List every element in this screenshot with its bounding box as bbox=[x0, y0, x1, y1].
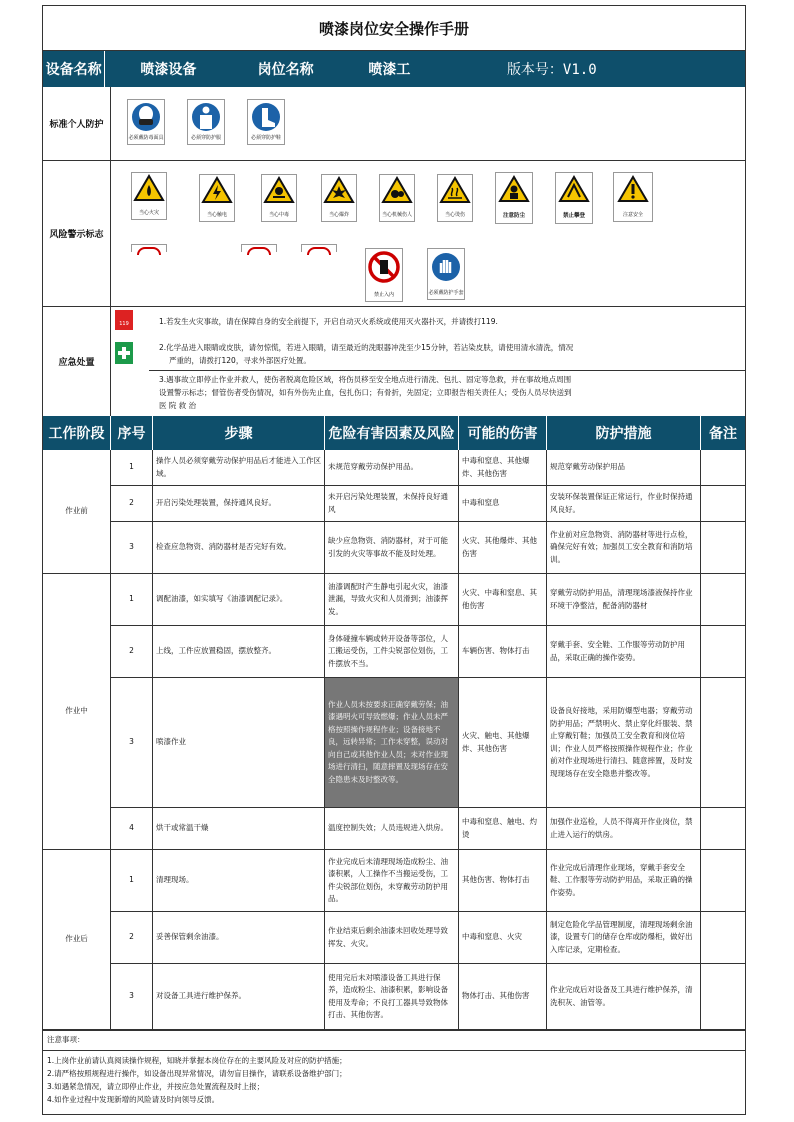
emergency-line-3b: 设置警示标志；督管伤者受伤情况，如有外伤先止血，包扎伤口；有骨折，先固定；立即报告相关责任人；受伤人员尽快送到 bbox=[159, 388, 572, 397]
row-harm-cell: 其他伤害、物体打击 bbox=[459, 850, 547, 912]
row-measure-cell: 穿戴手套、安全鞋、工作服等劳动防护用品，采取正确的操作姿势。 bbox=[547, 626, 701, 678]
emergency-line-2: 2.化学品进入眼睛或皮肤，请勿惊慌，若进入眼睛，请至最近的洗眼器冲洗至少15分钟，若沾染皮肤，请使用清水清洗，情况 bbox=[159, 343, 574, 352]
col-measure: 防护措施 bbox=[547, 416, 701, 450]
row-no-cell: 2 bbox=[111, 626, 153, 678]
row-measure-cell: 设备良好接地，采用防爆型电器；穿戴劳动防护用品；严禁明火、禁止穿化纤服装、禁止穿戴钉鞋；加强员工安全教育和岗位培训；作业人员严格按照操作规程作业；作业前对作业现场进行清扫、随意摔置，及时发现现场存在安全隐患并整改等。 bbox=[547, 678, 701, 808]
row-harm-cell: 火灾、触电、其他爆炸、其他伤害 bbox=[459, 678, 547, 808]
warning-label: 风险警示标志 bbox=[43, 160, 111, 306]
dust-caution-sign-icon: 注意防尘 bbox=[495, 172, 533, 224]
row-harm-cell: 车辆伤害、物体打击 bbox=[459, 626, 547, 678]
row-remark-cell bbox=[701, 808, 745, 850]
row-measure-cell: 作业完成后清理作业现场，穿戴手套安全鞋、工作服等劳动防护用品，采取正确的操作姿势。 bbox=[547, 850, 701, 912]
row-hazard-cell: 油漆调配时产生静电引起火灾，油漆泄漏，导致火灾和人员滑到；油漆挥发。 bbox=[325, 574, 459, 626]
hidden-sign-edge bbox=[241, 244, 277, 252]
row-no-cell: 3 bbox=[111, 522, 153, 574]
stage-during: 作业中 bbox=[43, 574, 111, 850]
row-step-cell: 操作人员必须穿戴劳动保护用品后才能进入工作区域。 bbox=[153, 450, 325, 486]
machinery-warning-sign-icon: 当心机械伤人 bbox=[379, 174, 415, 222]
row-step-cell: 对设备工具进行维护保养。 bbox=[153, 964, 325, 1030]
emergency-label: 应急处置 bbox=[43, 306, 111, 416]
general-caution-sign-icon: 注意安全 bbox=[613, 172, 653, 222]
col-no: 序号 bbox=[111, 416, 153, 450]
header-bar bbox=[43, 51, 745, 87]
first-aid-icon bbox=[115, 342, 133, 364]
fire-alarm-icon: 119 bbox=[115, 310, 133, 330]
row-hazard-cell: 身体碰撞车辆或转开设备等部位，人工搬运受伤，工件尖锐部位划伤，工件摆放不当。 bbox=[325, 626, 459, 678]
hidden-sign-edge bbox=[301, 244, 337, 252]
emergency-line-3: 3.遇事故立即停止作业并救人，使伤者脱离危险区域，将伤员移至安全地点进行清洗、包扎、固定等急救，并在事故地点周围 bbox=[159, 375, 572, 384]
row-harm-cell: 中毒和窒息、触电、灼烫 bbox=[459, 808, 547, 850]
stage-before: 作业前 bbox=[43, 450, 111, 574]
row-step-cell: 妥善保管剩余油漆。 bbox=[153, 912, 325, 964]
warning-signs bbox=[111, 160, 745, 306]
row-step-cell: 清理现场。 bbox=[153, 850, 325, 912]
row-measure-cell: 制定危险化学品管理制度，清理现场剩余油漆，设置专门的储存仓库或防爆柜，做好出入库记录，定期检查。 bbox=[547, 912, 701, 964]
gas-mask-sign-icon: 必须戴防毒面具 bbox=[127, 99, 165, 145]
table-header bbox=[43, 416, 745, 450]
row-harm-cell: 火灾、其他爆炸、其他伤害 bbox=[459, 522, 547, 574]
protective-suit-sign-icon: 必须穿防护服 bbox=[187, 99, 225, 145]
row-no-cell: 1 bbox=[111, 850, 153, 912]
poison-warning-sign-icon: 当心中毒 bbox=[261, 174, 297, 222]
row-no-cell: 3 bbox=[111, 678, 153, 808]
row-step-cell: 检查应急物资、消防器材是否完好有效。 bbox=[153, 522, 325, 574]
row-no-cell: 3 bbox=[111, 964, 153, 1030]
emergency-section bbox=[111, 306, 745, 416]
row-harm-cell: 物体打击、其他伤害 bbox=[459, 964, 547, 1030]
row-remark-cell bbox=[701, 678, 745, 808]
row-hazard-cell: 未开启污染处理装置，未保持良好通风 bbox=[325, 486, 459, 522]
row-measure-cell: 安装环保装置保证正常运行，作业时保持通风良好。 bbox=[547, 486, 701, 522]
row-hazard-cell: 作业完成后未清理现场造成粉尘、油漆积累，人工操作不当搬运受伤，工件尖锐部位划伤，未穿戴劳动防护用品。 bbox=[325, 850, 459, 912]
manual-sheet bbox=[42, 5, 746, 1115]
post-value: 喷漆工 bbox=[368, 62, 411, 78]
col-harm: 可能的伤害 bbox=[459, 416, 547, 450]
row-hazard-cell: 作业结束后剩余油漆未回收处理导致挥发、火灾。 bbox=[325, 912, 459, 964]
emergency-line-3c: 医 院 救 治 bbox=[159, 401, 197, 410]
scald-warning-sign-icon: 当心烫伤 bbox=[437, 174, 473, 222]
row-measure-cell: 穿戴劳动防护用品，清理现场漆液保持作业环境干净整洁，配备消防器材 bbox=[547, 574, 701, 626]
row-measure-cell: 加强作业巡检，人员不得离开作业岗位，禁止进入运行的烘房。 bbox=[547, 808, 701, 850]
row-step-cell: 开启污染处理装置，保持通风良好。 bbox=[153, 486, 325, 522]
row-remark-cell bbox=[701, 486, 745, 522]
electric-shock-warning-sign-icon: 当心触电 bbox=[199, 174, 235, 222]
row-step-cell: 上线，工件应放置稳固，摆放整齐。 bbox=[153, 626, 325, 678]
device-label: 设备名称 bbox=[43, 51, 105, 87]
row-remark-cell bbox=[701, 450, 745, 486]
row-step-cell: 调配油漆，如实填写《油漆调配记录》。 bbox=[153, 574, 325, 626]
device-value: 喷漆设备 bbox=[140, 62, 197, 78]
row-remark-cell bbox=[701, 912, 745, 964]
protective-gloves-sign-icon: 必须戴防护手套 bbox=[427, 248, 465, 300]
row-remark-cell bbox=[701, 522, 745, 574]
row-remark-cell bbox=[701, 964, 745, 1030]
no-climbing-sign-icon: 禁止攀登 bbox=[555, 172, 593, 224]
row-no-cell: 2 bbox=[111, 486, 153, 522]
table-body bbox=[43, 450, 745, 1030]
row-hazard-cell: 缺少应急物资、消防器材，对于可能引发的火灾等事故不能及时处理。 bbox=[325, 522, 459, 574]
row-hazard-cell: 温度控制失效；人员违规进入烘房。 bbox=[325, 808, 459, 850]
row-no-cell: 1 bbox=[111, 450, 153, 486]
row-no-cell: 4 bbox=[111, 808, 153, 850]
ppe-label: 标准个人防护 bbox=[43, 87, 111, 160]
row-measure-cell: 规范穿戴劳动保护用品 bbox=[547, 450, 701, 486]
row-harm-cell: 中毒和窒息、其他爆炸、其他伤害 bbox=[459, 450, 547, 486]
note-item: 2.请严格按照规程进行操作，如设备出现异常情况，请勿盲目操作，请联系设备维护部门； bbox=[47, 1069, 347, 1078]
notes-title: 注意事项： bbox=[47, 1035, 85, 1044]
col-remark: 备注 bbox=[709, 426, 737, 442]
row-step-cell: 喷漆作业 bbox=[153, 678, 325, 808]
version-label: 版本号：V1.0 bbox=[506, 62, 597, 78]
row-hazard-cell: 未规范穿戴劳动保护用品。 bbox=[325, 450, 459, 486]
fire-warning-sign-icon: 当心火灾 bbox=[131, 172, 167, 220]
safety-boots-sign-icon: 必须穿防护鞋 bbox=[247, 99, 285, 145]
ppe-signs bbox=[111, 87, 745, 160]
row-hazard-cell: 使用完后未对喷漆设备工具进行保养，造成粉尘、油漆积累，影响设备使用及寿命；不良打工器具导致物体打击、其他伤害。 bbox=[325, 964, 459, 1030]
col-hazard: 危险有害因素及风险 bbox=[325, 416, 459, 450]
emergency-line-1: 1.若发生火灾事故，请在保障自身的安全前提下，开启自动灭火系统或使用灭火器扑灭，并请拨打119. bbox=[159, 317, 498, 326]
emergency-line-2b: 严重的，请拨打120，寻求外部医疗处置。 bbox=[169, 356, 311, 365]
row-harm-cell: 中毒和窒息 bbox=[459, 486, 547, 522]
note-item: 4.如作业过程中发现新增的风险请及时向领导反馈。 bbox=[47, 1095, 220, 1104]
row-hazard-cell: 作业人员未按要求正确穿戴劳保；油漆遇明火可导致燃爆；作业人员未严格按照操作规程作业；设备接地不良，远转异常；工作未穿整，误动对向自己或其他作业人员；未对作业现场进行清扫，随意摔置及现场存在安全隐患未及时整改等。 bbox=[325, 678, 459, 808]
note-item: 1.上岗作业前请认真阅读操作规程，知晓并掌握本岗位存在的主要风险及对应的防护措施； bbox=[47, 1056, 347, 1065]
row-harm-cell: 中毒和窒息、火灾 bbox=[459, 912, 547, 964]
explosion-warning-sign-icon: 当心爆炸 bbox=[321, 174, 357, 222]
row-measure-cell: 作业完成后对设备及工具进行维护保养，清洗积灰、油管等。 bbox=[547, 964, 701, 1030]
row-remark-cell bbox=[701, 574, 745, 626]
row-no-cell: 2 bbox=[111, 912, 153, 964]
row-remark-cell bbox=[701, 626, 745, 678]
post-label: 岗位名称 bbox=[257, 62, 314, 78]
col-stage: 工作阶段 bbox=[43, 416, 111, 450]
row-no-cell: 1 bbox=[111, 574, 153, 626]
row-step-cell: 烘干或常温干燥 bbox=[153, 808, 325, 850]
col-step: 步骤 bbox=[153, 416, 325, 450]
row-measure-cell: 作业前对应急物资、消防器材等进行点检，确保完好有效；加强员工安全教育和消防培训。 bbox=[547, 522, 701, 574]
row-remark-cell bbox=[701, 850, 745, 912]
row-harm-cell: 火灾、中毒和窒息、其他伤害 bbox=[459, 574, 547, 626]
no-entry-sign-icon: 禁止入内 bbox=[365, 248, 403, 302]
stage-after: 作业后 bbox=[43, 850, 111, 1030]
notes-list bbox=[47, 1054, 347, 1106]
page-title: 喷漆岗位安全操作手册 bbox=[43, 6, 745, 51]
note-item: 3.如遇紧急情况，请立即停止作业，并按应急处置流程及时上报； bbox=[47, 1082, 265, 1091]
hidden-sign-edge bbox=[131, 244, 167, 252]
